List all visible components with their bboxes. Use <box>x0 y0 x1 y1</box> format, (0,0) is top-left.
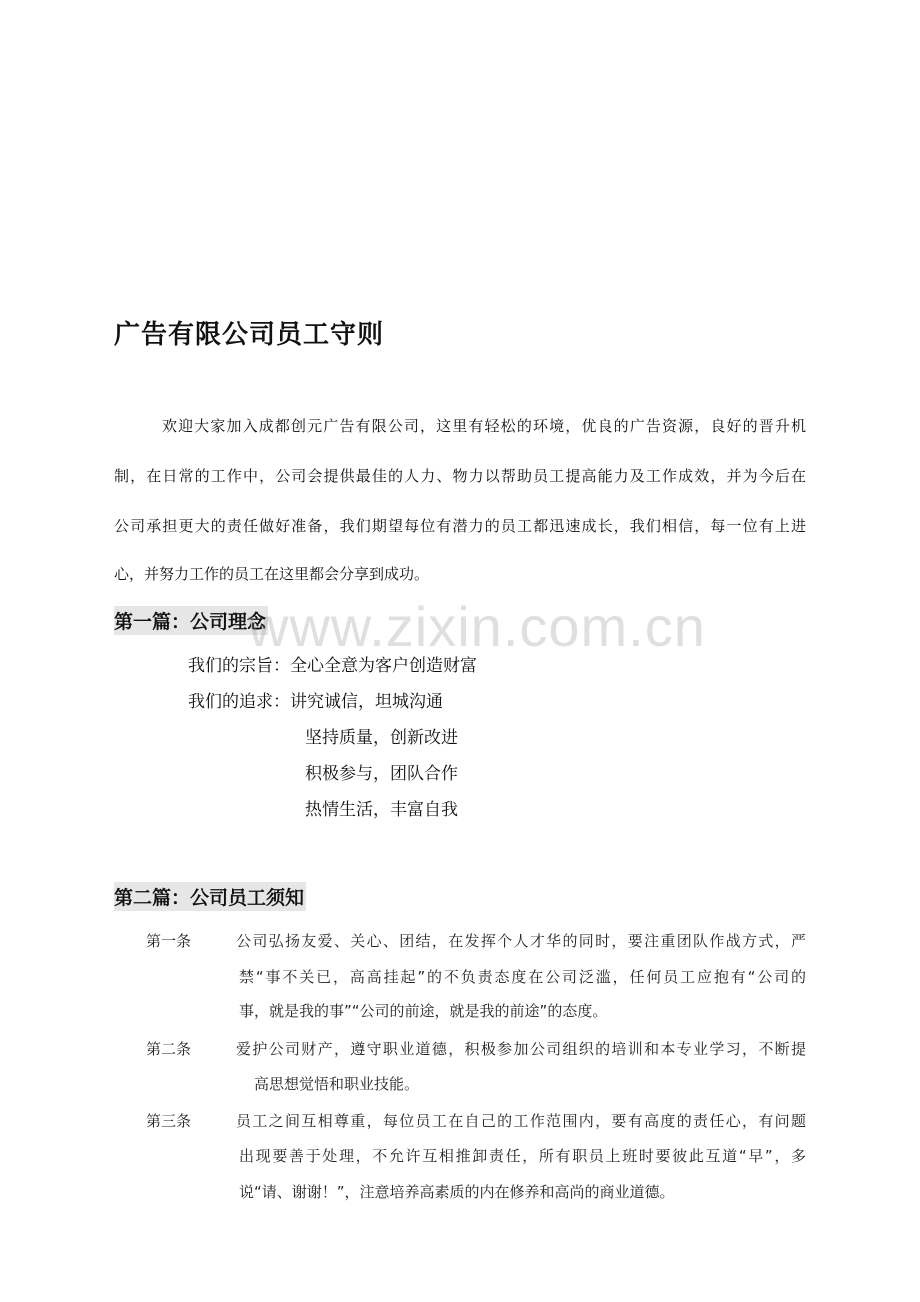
philosophy-line: 积极参与，团队合作 <box>305 764 458 784</box>
section-heading-philosophy: 第一篇：公司理念 <box>114 606 268 635</box>
article-line: 事，就是我的事”“公司的前途，就是我的前途”的态度。 <box>239 1002 608 1020</box>
article-line: 公司弘扬友爱、关心、团结，在发挥个人才华的同时，要注重团队作战方式，严 <box>236 932 806 950</box>
intro-line: 欢迎大家加入成都创元广告有限公司，这里有轻松的环境，优良的广告资源，良好的晋升机 <box>162 417 806 435</box>
article-line: 爱护公司财产，遵守职业道德，积极参加公司组织的培训和本专业学习，不断提 <box>236 1040 806 1058</box>
philosophy-line: 坚持质量，创新改进 <box>305 728 458 748</box>
article-label: 第二条 <box>146 1040 192 1058</box>
article-line: 员工之间互相尊重，每位员工在自己的工作范围内，要有高度的责任心，有问题 <box>236 1112 806 1130</box>
intro-line: 心，并努力工作的员工在这里都会分享到成功。 <box>114 565 430 583</box>
article-label: 第三条 <box>146 1112 192 1130</box>
intro-line: 公司承担更大的责任做好准备，我们期望每位有潜力的员工都迅速成长，我们相信，每一位有上进 <box>114 517 806 535</box>
document-title: 广告有限公司员工守则 <box>114 320 385 350</box>
article-label: 第一条 <box>146 932 192 950</box>
article-line: 出现要善于处理，不允许互相推卸责任，所有职员上班时要彼此互道“早”，多 <box>239 1147 806 1165</box>
watermark-text: www.zixin.com.cn <box>248 595 706 658</box>
philosophy-line: 我们的追求：讲究诚信，坦城沟通 <box>188 692 443 712</box>
article-line: 高思想觉悟和职业技能。 <box>254 1075 420 1093</box>
article-line: 禁“事不关已，高高挂起”的不负责态度在公司泛滥，任何员工应抱有“公司的 <box>239 968 806 986</box>
philosophy-line: 我们的宗旨：全心全意为客户创造财富 <box>188 656 477 676</box>
article-line: 说“请、谢谢！”，注意培养高素质的内在修养和高尚的商业道德。 <box>239 1183 675 1201</box>
philosophy-line: 热情生活，丰富自我 <box>305 800 458 820</box>
section-heading-employee-notes: 第二篇：公司员工须知 <box>114 882 306 911</box>
intro-line: 制，在日常的工作中，公司会提供最佳的人力、物力以帮助员工提高能力及工作成效，并为今后在 <box>114 467 806 485</box>
